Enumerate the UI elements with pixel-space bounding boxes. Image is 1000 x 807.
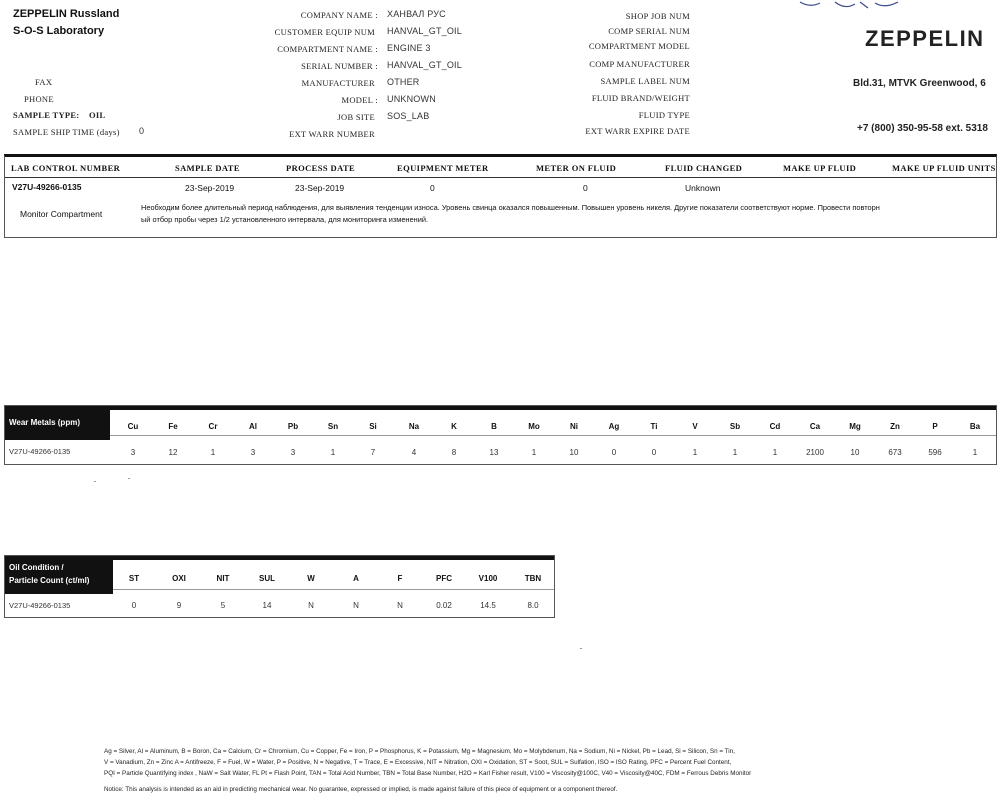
oc-val-sul: 14 <box>262 601 272 610</box>
oc-col-tbn: TBN <box>524 574 542 583</box>
wm-col-si: Si <box>369 422 377 431</box>
company-name-value: ХАНВАЛ РУС <box>387 9 446 19</box>
comment-line-1: Необходим более длительный период наблюдения, для выявления тенденции износа. Уровень свинца оказался повышенным. Повышен уровень никеля. Другие показатели соответствуют норме. Провести повторн <box>141 203 880 212</box>
wm-val-zn: 673 <box>888 448 902 457</box>
wm-col-cr: Cr <box>208 422 218 431</box>
wm-col-mo: Mo <box>528 422 540 431</box>
oc-val-nit: 5 <box>220 601 226 610</box>
model-value: UNKNOWN <box>387 94 436 104</box>
shop-job-label: SHOP JOB NUM <box>625 11 690 21</box>
oc-col-f: F <box>397 574 403 583</box>
wm-col-al: Al <box>249 422 257 431</box>
oc-val-tbn: 8.0 <box>527 601 539 610</box>
header-equipment-meter: EQUIPMENT METER <box>397 163 489 173</box>
equipment-meter: 0 <box>430 183 435 193</box>
wm-val-p: 596 <box>928 448 942 457</box>
job-site-label: JOB SITE <box>337 112 375 122</box>
wm-col-k: K <box>451 422 457 431</box>
oc-col-st: ST <box>128 574 140 583</box>
wm-val-mg: 10 <box>850 448 860 457</box>
lab-table-header <box>5 157 996 178</box>
wm-val-v: 1 <box>692 448 698 457</box>
oc-col-nit: NIT <box>216 574 230 583</box>
oil-condition-header <box>5 556 554 590</box>
header-fluid-changed: FLUID CHANGED <box>665 163 743 173</box>
sample-date: 23-Sep-2019 <box>185 183 235 193</box>
oc-col-w: W <box>307 574 315 583</box>
sample-label-num-label: SAMPLE LABEL NUM <box>600 76 690 86</box>
wm-val-cr: 1 <box>210 448 216 457</box>
wm-val-ti: 0 <box>651 448 657 457</box>
wm-col-ca: Ca <box>809 422 821 431</box>
comment-line-2: ый отбор пробы через 1/2 установленного интервала, для мониторинга изменений. <box>141 215 429 224</box>
comp-serial-label: COMP SERIAL NUM <box>608 26 690 36</box>
contact-phone: +7 (800) 350-95-58 ext. 5318 <box>857 123 988 134</box>
wm-val-cd: 1 <box>772 448 778 457</box>
wm-val-ag: 0 <box>611 448 617 457</box>
job-site-value: SOS_LAB <box>387 111 430 121</box>
legend-line-3: PQI = Particle Quantifying index , NaW = Salt Water, FL Pt = Flash Point, TAN = Total Acid Number, TBN = Total Base Number, H2O = Karl Fisher result, V100 = Viscosity@100C, V40 = Viscosity@40C, FDM = Ferrous Debris Monitor <box>104 770 752 777</box>
wm-col-mg: Mg <box>849 422 861 431</box>
oc-sample-id: V27U-49266-0135 <box>9 601 71 610</box>
wm-val-cu: 3 <box>130 448 136 457</box>
meter-on-fluid: 0 <box>583 183 588 193</box>
wear-metals-table <box>4 405 997 465</box>
wm-col-ti: Ti <box>650 422 658 431</box>
wm-col-ag: Ag <box>608 422 620 431</box>
wm-col-cd: Cd <box>769 422 781 431</box>
company-name-label: COMPANY NAME : <box>300 10 378 20</box>
oc-val-f: N <box>397 601 403 610</box>
wm-col-pb: Pb <box>287 422 299 431</box>
compartment-name-label: COMPARTMENT NAME : <box>277 44 378 54</box>
ship-time-value: 0 <box>139 126 145 136</box>
lab-control-table <box>4 154 997 238</box>
scan-speck <box>128 478 130 479</box>
customer-equip-value: HANVAL_GT_OIL <box>387 26 462 36</box>
fluid-changed: Unknown <box>685 183 721 193</box>
phone-label: PHONE <box>24 94 54 104</box>
wm-val-ni: 10 <box>569 448 579 457</box>
manufacturer-value: OTHER <box>387 77 420 87</box>
wm-col-na: Na <box>408 422 420 431</box>
wm-val-al: 3 <box>250 448 256 457</box>
oc-val-a: N <box>353 601 359 610</box>
oc-val-st: 0 <box>131 601 137 610</box>
serial-number-label: SERIAL NUMBER : <box>301 61 378 71</box>
header-process-date: PROCESS DATE <box>286 163 356 173</box>
legend-line-2: V = Vanadium, Zn = Zinc A = Antifreeze, F = Fuel, W = Water, P = Positive, N = Negative, T = Trace, E = Excessive, NIT = Nitration, OXI = Oxidation, ST = Soot, SUL = Sulfation, ISO = ISO Rating, PFC = Percent Fuel Content, <box>104 759 732 766</box>
comment-label: Monitor Compartment <box>20 209 103 219</box>
ext-warr-number-label: EXT WARR NUMBER <box>289 129 375 139</box>
header-make-up-fluid: MAKE UP FLUID <box>783 163 857 173</box>
wm-col-b: B <box>491 422 497 431</box>
address: Bld.31, MTVK Greenwood, 6 <box>853 78 986 89</box>
ext-warr-expire-label: EXT WARR EXPIRE DATE <box>585 126 690 136</box>
oc-val-v100: 14.5 <box>480 601 496 610</box>
wm-col-ni: Ni <box>570 422 578 431</box>
wm-val-sb: 1 <box>732 448 738 457</box>
oil-condition-table <box>4 555 555 618</box>
sample-type-label: SAMPLE TYPE: <box>13 110 80 120</box>
wm-col-p: P <box>932 422 938 431</box>
wm-col-fe: Fe <box>168 422 178 431</box>
oil-condition-title: Oil Condition / Particle Count (ct/ml) <box>5 556 113 594</box>
oc-val-pfc: 0.02 <box>436 601 452 610</box>
scan-speck <box>580 648 582 649</box>
sample-type-value: OIL <box>89 110 106 120</box>
wm-sample-id: V27U-49266-0135 <box>9 447 71 456</box>
fluid-brand-label: FLUID BRAND/WEIGHT <box>591 93 690 103</box>
manufacturer-label: MANUFACTURER <box>301 78 375 88</box>
fax-label: FAX <box>35 77 53 87</box>
header-sample-date: SAMPLE DATE <box>175 163 240 173</box>
wm-col-zn: Zn <box>890 422 900 431</box>
wm-val-ba: 1 <box>972 448 978 457</box>
oc-col-a: A <box>353 574 359 583</box>
header-lab-control-number: LAB CONTROL NUMBER <box>11 163 121 173</box>
wm-val-ca: 2100 <box>806 448 824 457</box>
oc-col-sul: SUL <box>259 574 275 583</box>
wm-val-pb: 3 <box>290 448 296 457</box>
compartment-model-label: COMPARTMENT MODEL <box>588 41 690 51</box>
model-label: MODEL : <box>341 95 378 105</box>
wm-col-sn: Sn <box>327 422 339 431</box>
notice: Notice: This analysis is intended as an aid in predicting mechanical wear. No guarantee, expressed or implied, is made against failure of this piece of equipment or a component thereof. <box>104 786 618 793</box>
wm-val-k: 8 <box>451 448 457 457</box>
scan-speck <box>94 481 96 482</box>
wear-metals-title: Wear Metals (ppm) <box>5 406 110 440</box>
lab-control-number: V27U-49266-0135 <box>12 182 82 192</box>
oc-col-pfc: PFC <box>436 574 452 583</box>
ship-time-label: SAMPLE SHIP TIME (days) <box>13 127 120 137</box>
wm-col-v: V <box>692 422 698 431</box>
wm-col-ba: Ba <box>969 422 981 431</box>
oc-col-oxi: OXI <box>172 574 186 583</box>
wm-col-cu: Cu <box>127 422 139 431</box>
wm-val-fe: 12 <box>168 448 178 457</box>
customer-equip-label: CUSTOMER EQUIP NUM <box>274 27 375 37</box>
legend-line-1: Ag = Silver, Al = Aluminum, B = Boron, Ca = Calcium, Cr = Chromium, Cu = Copper, Fe = Iron, P = Phosphorus, K = Potassium, Mg = Magnesium, Mo = Molybdenum, Na = Sodium, Ni = Nickel, Pb = Lead, Si = Silicon, Sn = Tin, <box>104 748 735 755</box>
header-meter-on-fluid: METER ON FLUID <box>536 163 617 173</box>
comp-manufacturer-label: COMP MANUFACTURER <box>589 59 690 69</box>
wm-val-na: 4 <box>411 448 417 457</box>
wear-metals-header <box>5 406 996 436</box>
wm-val-b: 13 <box>489 448 499 457</box>
wm-val-si: 7 <box>370 448 376 457</box>
compartment-name-value: ENGINE 3 <box>387 43 431 53</box>
header-make-up-fluid-units: MAKE UP FLUID UNITS <box>892 163 996 173</box>
handwritten-mark <box>790 0 910 14</box>
zeppelin-logo: ZEPPELIN <box>865 26 985 51</box>
oc-val-w: N <box>308 601 314 610</box>
company-name: ZEPPELIN Russland <box>13 8 120 20</box>
oc-val-oxi: 9 <box>176 601 182 610</box>
wm-col-sb: Sb <box>729 422 741 431</box>
process-date: 23-Sep-2019 <box>295 183 345 193</box>
wm-val-mo: 1 <box>531 448 537 457</box>
serial-number-value: HANVAL_GT_OIL <box>387 60 462 70</box>
wm-val-sn: 1 <box>330 448 336 457</box>
lab-name: S-O-S Laboratory <box>13 25 105 37</box>
fluid-type-label: FLUID TYPE <box>638 110 690 120</box>
oc-col-v100: V100 <box>478 574 498 583</box>
